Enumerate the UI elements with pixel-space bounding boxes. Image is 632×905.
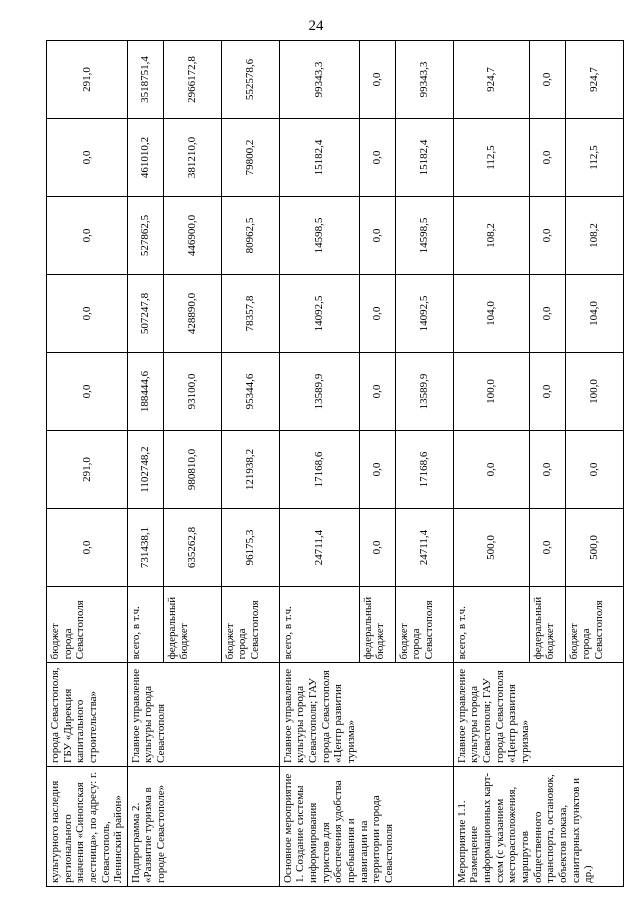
value-cell: 2966172,8	[163, 41, 221, 119]
value-cell: 0,0	[359, 41, 395, 119]
value-cell: 0,0	[359, 197, 395, 275]
value-cell: 96175,3	[221, 509, 279, 587]
funding-source-cell: бюджет города Севастополя	[221, 587, 279, 663]
value-cell: 461010,2	[127, 119, 163, 197]
value-cell: 0,0	[529, 431, 565, 509]
funding-source-cell: бюджет города Севастополя	[47, 587, 128, 663]
value-cell: 381210,0	[163, 119, 221, 197]
value-cell: 0,0	[47, 119, 128, 197]
funding-source-cell: федеральный бюджет	[163, 587, 221, 663]
value-cell: 15182,4	[395, 119, 453, 197]
value-cell: 1102748,2	[127, 431, 163, 509]
responsible-cell: Главное управление культуры города Севастополя	[127, 663, 279, 767]
value-cell: 99343,3	[279, 41, 359, 119]
funding-source-cell: всего, в т.ч.	[453, 587, 529, 663]
value-cell: 924,7	[453, 41, 529, 119]
value-cell: 0,0	[359, 509, 395, 587]
budget-table	[46, 40, 624, 887]
value-cell: 0,0	[359, 353, 395, 431]
value-cell: 0,0	[47, 353, 128, 431]
activity-name-cell: Подпрограмма 2. «Развитие туризма в городе Севастополе»	[127, 767, 279, 887]
funding-source-cell: федеральный бюджет	[529, 587, 565, 663]
activity-name-cell: Мероприятие 1.1. Размещение информационных карт-схем (с указанием месторасположения, маршрутов общественного транспорта, остановок, объектов показа, санитарных пунктов и др.)	[453, 767, 623, 887]
value-cell: 527862,5	[127, 197, 163, 275]
value-cell: 80962,5	[221, 197, 279, 275]
value-cell: 0,0	[529, 353, 565, 431]
funding-source-cell: бюджет города Севастополя	[565, 587, 623, 663]
value-cell: 0,0	[359, 431, 395, 509]
value-cell: 93100,0	[163, 353, 221, 431]
value-cell: 121938,2	[221, 431, 279, 509]
value-cell: 108,2	[565, 197, 623, 275]
value-cell: 14598,5	[279, 197, 359, 275]
value-cell: 24711,4	[279, 509, 359, 587]
value-cell: 24711,4	[395, 509, 453, 587]
value-cell: 14092,5	[279, 275, 359, 353]
value-cell: 79800,2	[221, 119, 279, 197]
value-cell: 731438,1	[127, 509, 163, 587]
value-cell: 446900,0	[163, 197, 221, 275]
table-body	[47, 41, 624, 887]
table-row	[127, 41, 163, 887]
value-cell: 0,0	[47, 197, 128, 275]
value-cell: 0,0	[453, 431, 529, 509]
value-cell: 0,0	[47, 509, 128, 587]
value-cell: 17168,6	[395, 431, 453, 509]
value-cell: 3518751,4	[127, 41, 163, 119]
value-cell: 95344,6	[221, 353, 279, 431]
value-cell: 112,5	[453, 119, 529, 197]
budget-table-container	[46, 40, 606, 887]
value-cell: 100,0	[453, 353, 529, 431]
value-cell: 78357,8	[221, 275, 279, 353]
value-cell: 14092,5	[395, 275, 453, 353]
value-cell: 0,0	[529, 275, 565, 353]
value-cell: 0,0	[47, 275, 128, 353]
funding-source-cell: бюджет города Севастополя	[395, 587, 453, 663]
activity-name-cell: культурного наследия регионального значения «Синопская лестница», по адресу: г. Севастополь, Ленинский район»	[47, 767, 128, 887]
page-number: 24	[308, 18, 324, 34]
value-cell: 0,0	[529, 509, 565, 587]
value-cell: 100,0	[565, 353, 623, 431]
value-cell: 13589,9	[395, 353, 453, 431]
responsible-cell: Главное управление культуры города Севастополя; ГАУ города Севастополя «Центр развития туризма»	[279, 663, 453, 767]
activity-name-cell: Основное мероприятие 1. Создание системы информирования туристов для обеспечения удобства пребывания и навигации на территории города Севастополя	[279, 767, 453, 887]
funding-source-cell: федеральный бюджет	[359, 587, 395, 663]
value-cell: 507247,8	[127, 275, 163, 353]
value-cell: 13589,9	[279, 353, 359, 431]
value-cell: 500,0	[453, 509, 529, 587]
value-cell: 428890,0	[163, 275, 221, 353]
value-cell: 99343,3	[395, 41, 453, 119]
value-cell: 924,7	[565, 41, 623, 119]
table-row	[453, 41, 529, 887]
value-cell: 17168,6	[279, 431, 359, 509]
funding-source-cell: всего, в т.ч.	[279, 587, 359, 663]
table-row	[47, 41, 128, 887]
value-cell: 635262,8	[163, 509, 221, 587]
value-cell: 0,0	[359, 275, 395, 353]
value-cell: 112,5	[565, 119, 623, 197]
value-cell: 14598,5	[395, 197, 453, 275]
value-cell: 0,0	[565, 431, 623, 509]
funding-source-cell: всего, в т.ч.	[127, 587, 163, 663]
value-cell: 108,2	[453, 197, 529, 275]
value-cell: 104,0	[453, 275, 529, 353]
value-cell: 0,0	[359, 119, 395, 197]
value-cell: 500,0	[565, 509, 623, 587]
value-cell: 0,0	[529, 197, 565, 275]
value-cell: 291,0	[47, 431, 128, 509]
responsible-cell: города Севастополя, ГБУ «Дирекция капитального строительства»	[47, 663, 128, 767]
value-cell: 0,0	[529, 41, 565, 119]
table-row	[279, 41, 359, 887]
value-cell: 0,0	[529, 119, 565, 197]
value-cell: 980810,0	[163, 431, 221, 509]
value-cell: 104,0	[565, 275, 623, 353]
value-cell: 291,0	[47, 41, 128, 119]
value-cell: 15182,4	[279, 119, 359, 197]
responsible-cell: Главное управление культуры города Севастополя; ГАУ города Севастополя «Центр развития туризма»	[453, 663, 623, 767]
value-cell: 188444,6	[127, 353, 163, 431]
value-cell: 552578,6	[221, 41, 279, 119]
